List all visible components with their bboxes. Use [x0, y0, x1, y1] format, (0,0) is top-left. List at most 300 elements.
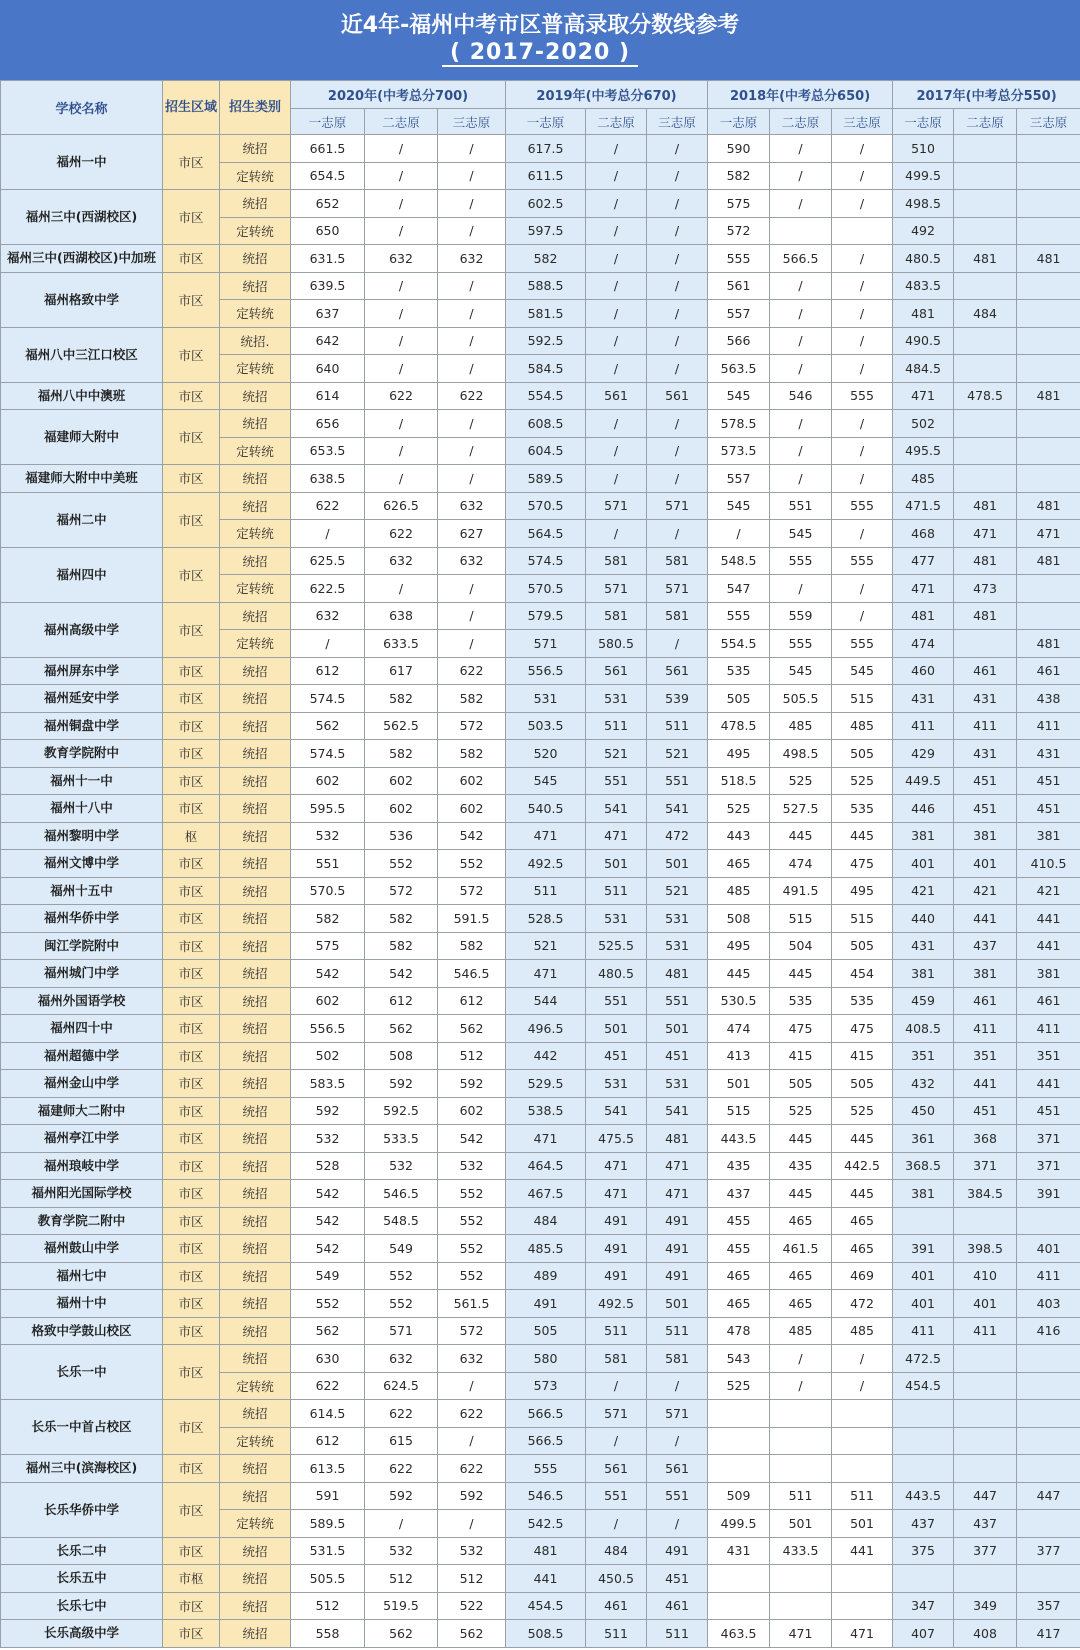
score-cell [770, 1592, 832, 1620]
score-cell: 604.5 [506, 437, 586, 465]
school-name-cell: 福州四十中 [1, 1015, 163, 1043]
score-cell: 530.5 [708, 987, 770, 1015]
score-cell: 421 [893, 877, 954, 905]
score-cell: 566.5 [506, 1400, 586, 1428]
type-cell: 定转统 [220, 355, 291, 383]
score-cell: 626.5 [365, 492, 438, 520]
type-cell: 统招 [220, 410, 291, 438]
score-cell [1017, 135, 1080, 163]
area-cell: 枢 [163, 822, 220, 850]
score-cell: 527.5 [770, 795, 832, 823]
score-cell: / [586, 217, 647, 245]
type-cell: 统招 [220, 1042, 291, 1070]
area-cell: 市区 [163, 547, 220, 602]
score-cell: 551 [586, 1482, 647, 1510]
score-cell: / [832, 520, 893, 548]
score-cell: 451 [1017, 795, 1080, 823]
score-cell: 471 [954, 520, 1017, 548]
score-cell: 489 [506, 1262, 586, 1290]
score-cell: / [770, 190, 832, 218]
score-cell: 431 [893, 685, 954, 713]
type-cell: 统招 [220, 1152, 291, 1180]
score-cell [1017, 437, 1080, 465]
area-cell: 市区 [163, 657, 220, 685]
score-cell [893, 1455, 954, 1483]
score-cell: 491 [586, 1235, 647, 1263]
score-cell [893, 1400, 954, 1428]
score-cell: 561 [586, 382, 647, 410]
score-cell: 459 [893, 987, 954, 1015]
area-cell: 市区 [163, 740, 220, 768]
score-cell: / [438, 437, 506, 465]
score-cell: / [438, 217, 506, 245]
table-row [1, 1565, 1080, 1593]
score-cell [954, 1427, 1017, 1455]
score-cell: 351 [893, 1042, 954, 1070]
score-cell: 451 [954, 795, 1017, 823]
score-cell: 481 [954, 492, 1017, 520]
area-cell: 市区 [163, 1620, 220, 1648]
header-choice-1: 一志原 [893, 109, 954, 135]
score-cell: 445 [832, 1125, 893, 1153]
score-cell [708, 1427, 770, 1455]
score-cell: 542 [365, 960, 438, 988]
score-cell: 471 [586, 1180, 647, 1208]
score-cell: 495 [708, 740, 770, 768]
score-cell: 573 [506, 1372, 586, 1400]
score-cell: 463.5 [708, 1620, 770, 1648]
score-cell: 447 [1017, 1482, 1080, 1510]
type-cell: 统招 [220, 1235, 291, 1263]
score-cell: 357 [1017, 1592, 1080, 1620]
score-cell: 491 [647, 1537, 708, 1565]
score-cell: / [770, 327, 832, 355]
header-choice-1: 一志原 [506, 109, 586, 135]
score-cell: 528.5 [506, 905, 586, 933]
area-cell: 市区 [163, 877, 220, 905]
score-cell: 411 [893, 1317, 954, 1345]
score-cell [770, 217, 832, 245]
score-cell: 633.5 [365, 630, 438, 658]
area-cell: 市区 [163, 1400, 220, 1455]
score-cell: 474 [770, 850, 832, 878]
area-cell: 市区 [163, 1235, 220, 1263]
score-cell: 474 [893, 630, 954, 658]
score-cell [954, 327, 1017, 355]
score-cell: 630 [291, 1345, 365, 1373]
score-cell: 512 [365, 1565, 438, 1593]
score-cell: 481 [647, 1125, 708, 1153]
score-cell: 481 [1017, 547, 1080, 575]
score-cell: 597.5 [506, 217, 586, 245]
score-cell: 602 [438, 795, 506, 823]
school-name-cell: 福州外国语学校 [1, 987, 163, 1015]
score-cell [770, 1455, 832, 1483]
score-cell: 441 [1017, 905, 1080, 933]
score-cell: 612 [291, 1427, 365, 1455]
score-cell: 544 [506, 987, 586, 1015]
score-cell: 551 [291, 850, 365, 878]
score-cell: 545 [708, 382, 770, 410]
score-cell: 546.5 [506, 1482, 586, 1510]
score-cell: 602 [291, 987, 365, 1015]
area-cell: 市区 [163, 1207, 220, 1235]
score-cell: 540.5 [506, 795, 586, 823]
school-name-cell: 福州城门中学 [1, 960, 163, 988]
score-cell: 547 [708, 575, 770, 603]
table-row [1, 657, 1080, 685]
score-cell: 592.5 [506, 327, 586, 355]
score-cell: 555 [832, 547, 893, 575]
title-bar [0, 0, 1080, 80]
score-cell: 481 [647, 960, 708, 988]
score-cell: 562 [438, 1620, 506, 1648]
score-cell: 496.5 [506, 1015, 586, 1043]
score-cell: 581 [586, 602, 647, 630]
area-cell: 市区 [163, 1262, 220, 1290]
school-name-cell: 福建师大二附中 [1, 1097, 163, 1125]
score-cell: 627 [438, 520, 506, 548]
school-name-cell: 福州十八中 [1, 795, 163, 823]
score-cell: / [438, 300, 506, 328]
type-cell: 统招 [220, 1455, 291, 1483]
score-cell: / [647, 135, 708, 163]
score-cell: 555 [770, 630, 832, 658]
score-cell: 632 [365, 245, 438, 273]
score-cell: / [586, 300, 647, 328]
score-cell: 632 [438, 245, 506, 273]
score-cell [708, 1565, 770, 1593]
score-cell: 391 [1017, 1180, 1080, 1208]
type-cell: 统招 [220, 932, 291, 960]
score-cell: 561 [708, 272, 770, 300]
score-cell: 572 [438, 712, 506, 740]
score-cell: 461 [586, 1592, 647, 1620]
score-cell: 602 [438, 1097, 506, 1125]
score-cell: 381 [1017, 822, 1080, 850]
score-cell: 451 [1017, 1097, 1080, 1125]
score-cell: 491 [647, 1262, 708, 1290]
header-year-2017: 2017年(中考总分550) [893, 81, 1080, 109]
area-cell: 市区 [163, 1482, 220, 1537]
score-cell: 546 [770, 382, 832, 410]
score-cell: / [770, 272, 832, 300]
score-cell: 631.5 [291, 245, 365, 273]
score-cell: 545 [708, 492, 770, 520]
score-cell: 431 [954, 685, 1017, 713]
score-cell: 441 [1017, 1070, 1080, 1098]
score-cell: 531 [647, 932, 708, 960]
table-row [1, 272, 1080, 300]
score-cell: 368 [954, 1125, 1017, 1153]
score-cell [954, 135, 1017, 163]
table-row [1, 877, 1080, 905]
score-cell: 632 [438, 547, 506, 575]
score-cell: 582 [365, 932, 438, 960]
area-cell: 市区 [163, 272, 220, 327]
score-cell: 608.5 [506, 410, 586, 438]
score-cell: 446 [893, 795, 954, 823]
score-cell [1017, 217, 1080, 245]
type-cell: 统招 [220, 1180, 291, 1208]
score-cell: 501 [586, 850, 647, 878]
score-cell: 529.5 [506, 1070, 586, 1098]
score-cell: 583.5 [291, 1070, 365, 1098]
type-cell: 统招 [220, 1015, 291, 1043]
score-cell: 384.5 [954, 1180, 1017, 1208]
score-cell: 582 [708, 162, 770, 190]
school-name-cell: 福州十中 [1, 1290, 163, 1318]
score-cell: 551 [647, 767, 708, 795]
school-name-cell: 福州铜盘中学 [1, 712, 163, 740]
score-cell [1017, 300, 1080, 328]
score-cell [770, 1565, 832, 1593]
score-cell: 522 [438, 1592, 506, 1620]
score-cell: 431 [954, 740, 1017, 768]
score-cell [954, 355, 1017, 383]
type-cell: 统招 [220, 740, 291, 768]
type-cell: 统招 [220, 905, 291, 933]
score-cell: / [438, 630, 506, 658]
score-cell: 542 [291, 1207, 365, 1235]
score-cell: / [770, 355, 832, 383]
score-cell: 401 [1017, 1235, 1080, 1263]
score-cell: 474 [708, 1015, 770, 1043]
score-cell: 557 [708, 300, 770, 328]
type-cell: 统招 [220, 1097, 291, 1125]
score-cell: 347 [893, 1592, 954, 1620]
score-cell: 361 [893, 1125, 954, 1153]
score-cell [954, 630, 1017, 658]
header-choice-3: 三志原 [647, 109, 708, 135]
score-cell: 571 [506, 630, 586, 658]
score-cell: 561 [647, 657, 708, 685]
score-cell: 538.5 [506, 1097, 586, 1125]
score-cell: 515 [832, 685, 893, 713]
score-cell: / [438, 465, 506, 493]
score-cell: 518.5 [708, 767, 770, 795]
area-cell: 市区 [163, 1290, 220, 1318]
score-cell: 441 [506, 1565, 586, 1593]
score-cell: 471.5 [893, 492, 954, 520]
score-cell: 582 [291, 905, 365, 933]
score-cell: 435 [708, 1152, 770, 1180]
score-cell: 391 [893, 1235, 954, 1263]
table-row [1, 822, 1080, 850]
score-cell: / [438, 355, 506, 383]
score-cell: 421 [1017, 877, 1080, 905]
score-cell: 512 [438, 1565, 506, 1593]
score-cell: / [647, 1372, 708, 1400]
type-cell: 统招 [220, 1070, 291, 1098]
score-cell: 532 [365, 1537, 438, 1565]
score-cell: / [438, 162, 506, 190]
score-cell: 622 [291, 492, 365, 520]
table-row [1, 1400, 1080, 1428]
score-cell: / [365, 465, 438, 493]
score-cell [1017, 575, 1080, 603]
table-row [1, 1482, 1080, 1510]
score-cell: 491.5 [770, 877, 832, 905]
table-row [1, 602, 1080, 630]
score-cell [1017, 465, 1080, 493]
score-cell: / [586, 355, 647, 383]
score-cell: 431 [893, 932, 954, 960]
school-name-cell: 长乐五中 [1, 1565, 163, 1593]
score-cell: 531 [586, 685, 647, 713]
type-cell: 统招 [220, 135, 291, 163]
type-cell: 定转统 [220, 1427, 291, 1455]
table-row [1, 850, 1080, 878]
type-cell: 统招 [220, 795, 291, 823]
score-cell: / [647, 272, 708, 300]
score-cell: / [647, 245, 708, 273]
score-cell [954, 465, 1017, 493]
score-cell: 622 [365, 1455, 438, 1483]
score-cell: / [586, 245, 647, 273]
score-cell: / [438, 272, 506, 300]
score-cell: 401 [954, 850, 1017, 878]
score-cell: 465 [708, 850, 770, 878]
score-cell: 532 [438, 1537, 506, 1565]
score-cell: 515 [770, 905, 832, 933]
score-cell: 411 [1017, 1262, 1080, 1290]
score-cell: 485 [770, 712, 832, 740]
score-cell: 349 [954, 1592, 1017, 1620]
score-cell: 566.5 [770, 245, 832, 273]
school-name-cell: 福州二中 [1, 492, 163, 547]
score-cell: 578.5 [708, 410, 770, 438]
score-cell [1017, 1207, 1080, 1235]
score-cell: 471 [586, 1152, 647, 1180]
score-cell: 639.5 [291, 272, 365, 300]
table-row [1, 1290, 1080, 1318]
score-cell: 549 [365, 1235, 438, 1263]
score-cell: 573.5 [708, 437, 770, 465]
score-cell: 450 [893, 1097, 954, 1125]
score-cell: 451 [954, 1097, 1017, 1125]
score-cell: 451 [647, 1042, 708, 1070]
score-cell: 505 [832, 1070, 893, 1098]
score-cell: / [647, 520, 708, 548]
score-cell: 445 [832, 1180, 893, 1208]
score-cell [954, 190, 1017, 218]
score-cell: 505 [832, 740, 893, 768]
score-cell: 552 [438, 1235, 506, 1263]
score-cell: 602 [291, 767, 365, 795]
year-range: ( 2017-2020 ) [442, 40, 638, 67]
score-cell: 592 [365, 1070, 438, 1098]
score-cell: 632 [365, 1345, 438, 1373]
score-cell: 602 [438, 767, 506, 795]
score-cell: 505.5 [291, 1565, 365, 1593]
score-cell: 542 [291, 1180, 365, 1208]
table-row [1, 1262, 1080, 1290]
area-cell: 市区 [163, 410, 220, 465]
score-cell [832, 217, 893, 245]
score-cell: 502 [893, 410, 954, 438]
score-cell: 551 [586, 767, 647, 795]
score-cell: 566.5 [506, 1427, 586, 1455]
score-cell: 381 [893, 1180, 954, 1208]
score-cell: / [770, 1372, 832, 1400]
score-cell: / [365, 355, 438, 383]
score-cell: / [832, 162, 893, 190]
score-cell: 481 [893, 602, 954, 630]
type-cell: 定转统 [220, 630, 291, 658]
score-cell: / [770, 135, 832, 163]
score-cell: 570.5 [506, 492, 586, 520]
score-cell [1017, 410, 1080, 438]
school-name-cell: 福州三中(西湖校区) [1, 190, 163, 245]
score-cell [708, 1455, 770, 1483]
score-cell: 451 [586, 1042, 647, 1070]
score-cell: 562 [438, 1015, 506, 1043]
score-cell: 563.5 [708, 355, 770, 383]
score-cell: 501 [708, 1070, 770, 1098]
score-cell: / [365, 410, 438, 438]
score-cell: 411 [1017, 1015, 1080, 1043]
score-cell: / [438, 1510, 506, 1538]
score-cell: 377 [1017, 1537, 1080, 1565]
score-cell: 443.5 [893, 1482, 954, 1510]
score-cell: 570.5 [291, 877, 365, 905]
score-cell: 371 [954, 1152, 1017, 1180]
score-cell: 491 [647, 1235, 708, 1263]
score-cell: 451 [1017, 767, 1080, 795]
score-cell: / [832, 575, 893, 603]
table-row [1, 245, 1080, 273]
score-cell: 508 [365, 1042, 438, 1070]
score-cell: 511 [647, 1620, 708, 1648]
score-cell: 501 [647, 850, 708, 878]
score-cell: / [438, 410, 506, 438]
score-cell: 612 [438, 987, 506, 1015]
score-cell: / [647, 217, 708, 245]
score-cell: 492.5 [586, 1290, 647, 1318]
score-cell [1017, 1455, 1080, 1483]
score-cell: 592.5 [365, 1097, 438, 1125]
score-cell: 562 [291, 712, 365, 740]
score-cell: 591 [291, 1482, 365, 1510]
score-cell: 492 [893, 217, 954, 245]
score-cell [954, 217, 1017, 245]
score-cell [1017, 190, 1080, 218]
type-cell: 统招 [220, 877, 291, 905]
score-cell: 572 [365, 877, 438, 905]
table-row [1, 1317, 1080, 1345]
table-row [1, 190, 1080, 218]
score-cell: 653.5 [291, 437, 365, 465]
score-cell: 561 [647, 382, 708, 410]
score-cell: 485 [708, 877, 770, 905]
score-cell: / [586, 1427, 647, 1455]
score-cell: 591.5 [438, 905, 506, 933]
area-cell: 市区 [163, 1592, 220, 1620]
school-name-cell: 福州阳光国际学校 [1, 1180, 163, 1208]
table-row [1, 382, 1080, 410]
score-cell: 558 [291, 1620, 365, 1648]
score-cell [954, 410, 1017, 438]
score-cell: 469 [832, 1262, 893, 1290]
score-cell: 592 [365, 1482, 438, 1510]
area-cell: 市区 [163, 987, 220, 1015]
score-cell: 509 [708, 1482, 770, 1510]
score-cell: 445 [770, 1125, 832, 1153]
score-cell: 475 [832, 850, 893, 878]
score-cell: 445 [708, 960, 770, 988]
score-cell [708, 1400, 770, 1428]
